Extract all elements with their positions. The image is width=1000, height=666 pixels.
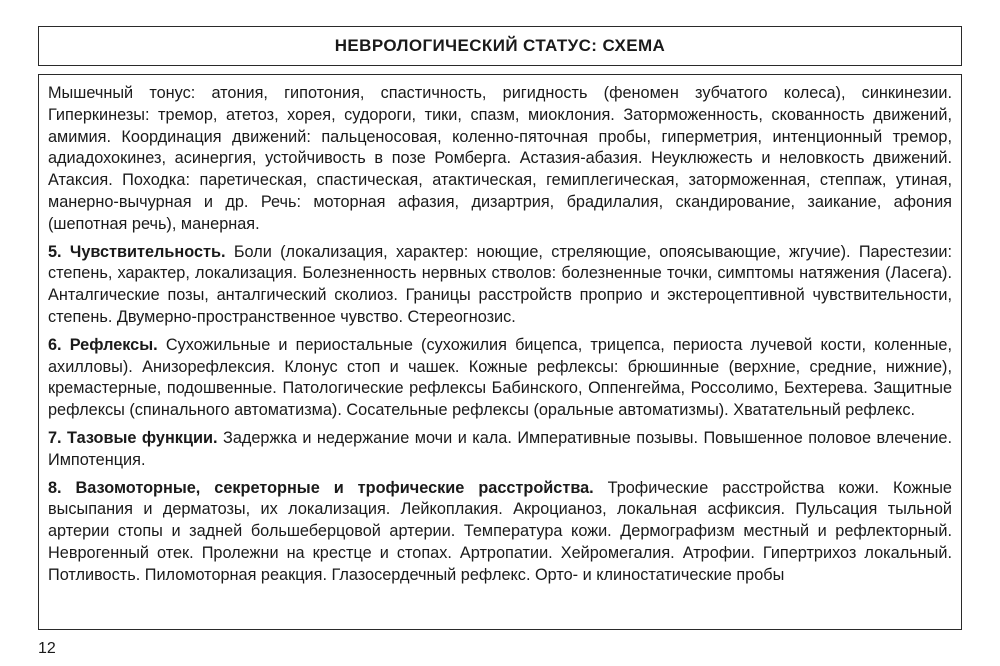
section-heading: 8. Вазомоторные, секреторные и трофические расстройства. <box>48 478 608 497</box>
title-box <box>38 26 962 66</box>
section-vasomotor <box>48 478 952 587</box>
section-motor <box>48 83 952 236</box>
section-text: Боли (локализация, характер: ноющие, стреляющие, опоясывающие, жгучие). Парестезии: степень, характер, локализация. Болезненность нервных стволов: болезненные точки, симптомы натяжения (Ласега). Анталгические позы, анталгический сколиоз. Границы расстройств проприо и экстероцептивной чувствительности, степень. Двумерно-пространственное чувство. Стереогнозис. <box>48 242 952 326</box>
section-heading: 7. Тазовые функции. <box>48 428 223 447</box>
section-text: Трофические расстройства кожи. Кожные высыпания и дерматозы, их локализация. Лейкоплакия. Акроцианоз, локальная асфиксия. Пульсация тыльной артерии стопы и задней большеберцовой артерии. Температура кожи. Дермографизм местный и рефлекторный. Неврогенный отек. Пролежни на крестце и стопах. Артропатии. Хейромегалия. Атрофии. Гипертрихоз локальный. Потливость. Пиломоторная реакция. Глазосердечный рефлекс. Орто- и клиностатические пробы <box>48 478 952 584</box>
section-heading: 6. Рефлексы. <box>48 335 166 354</box>
section-text: Мышечный тонус: атония, гипотония, спастичность, ригидность (феномен зубчатого колеса), синкинезии. Гиперкинезы: тремор, атетоз, хорея, судороги, тики, спазм, миоклония. Заторможенность, скованность движений, амимия. Координация движений: пальценосовая, коленно-пяточная пробы, гиперметрия, интенционный тремор, адиадохокинез, асинергия, устойчивость в позе Ромберга. Астазия-абазия. Неуклюжесть и неловкость движений. Атаксия. Походка: паретическая, спастическая, атактическая, гемиплегическая, заторможенная, степпаж, утиная, манерно-вычурная и др. Речь: моторная афазия, дизартрия, брадилалия, скандирование, заикание, афония (шепотная речь), манерная. <box>48 84 952 233</box>
section-reflexes <box>48 335 952 422</box>
section-heading: 5. Чувствительность. <box>48 242 234 261</box>
page-number: 12 <box>38 640 56 657</box>
section-sensitivity <box>48 242 952 329</box>
section-text: Сухожильные и периостальные (сухожилия бицепса, трицепса, периоста лучевой кости, коленные, ахилловы). Анизорефлексия. Клонус стоп и чашек. Кожные рефлексы: брюшинные (верхние, средние, нижние), кремастерные, подошвенные. Патологические рефлексы Бабинского, Оппенгейма, Россолимо, Бехтерева. Защитные рефлексы (спинального автоматизма). Сосательные рефлексы (оральные автоматизмы). Хватательный рефлекс. <box>48 335 953 420</box>
content-box <box>38 74 962 630</box>
section-pelvic-functions <box>48 428 952 472</box>
page-title: НЕВРОЛОГИЧЕСКИЙ СТАТУС: СХЕМА <box>334 36 666 55</box>
section-text: Задержка и недержание мочи и кала. Императивные позывы. Повышенное половое влечение. Импотенция. <box>48 428 952 469</box>
